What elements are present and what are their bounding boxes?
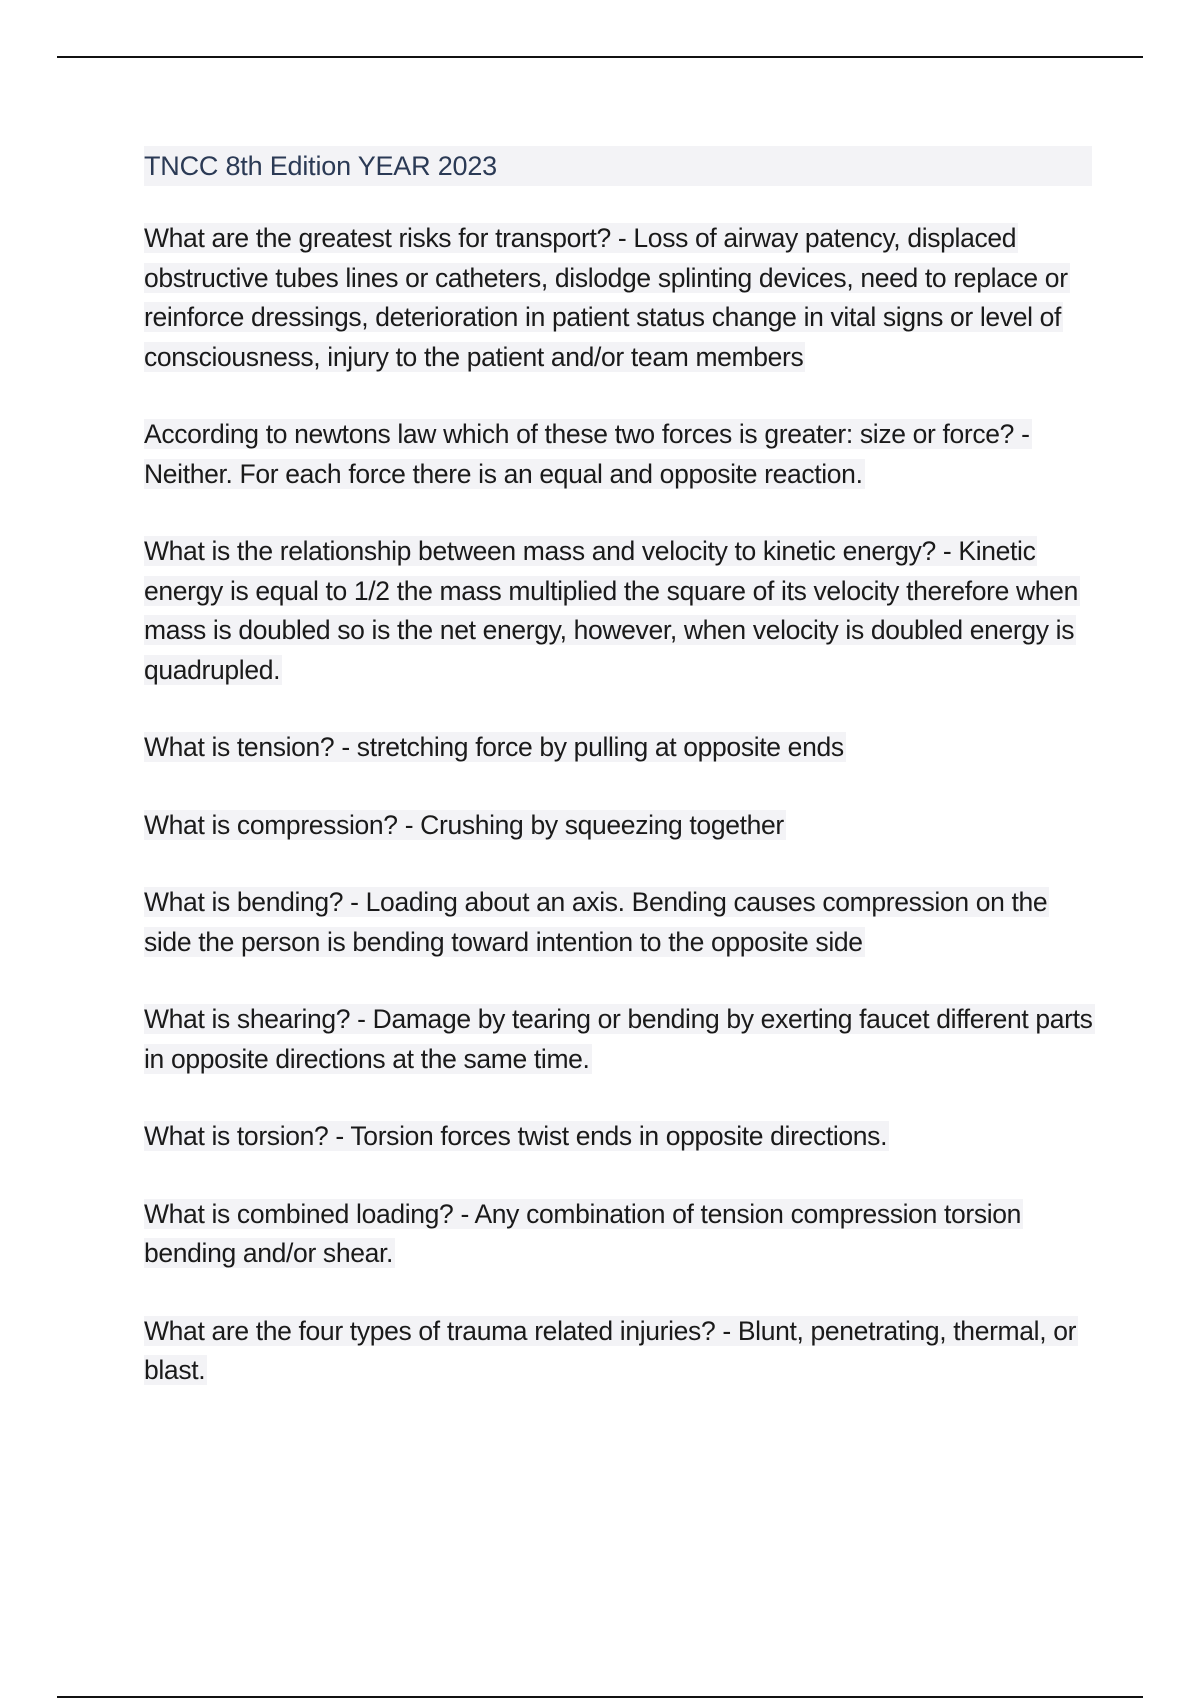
qa-item-text: What is shearing? - Damage by tearing or bending by exerting faucet different parts in opposite directions at the same time. xyxy=(144,1004,1093,1074)
document-body xyxy=(144,146,1094,1429)
qa-item xyxy=(144,1195,1094,1274)
qa-item xyxy=(144,219,1094,377)
bottom-rule xyxy=(57,1696,1143,1698)
qa-item-text: What is combined loading? - Any combination of tension compression torsion bending and/or shear. xyxy=(144,1198,1022,1268)
qa-item-text: What is the relationship between mass and velocity to kinetic energy? - Kinetic energy is equal to 1/2 the mass multiplied the square of its velocity therefore when mass is doubled so is the net energy, however, when velocity is doubled energy is quadrupled. xyxy=(144,536,1078,685)
qa-item xyxy=(144,1117,1094,1157)
qa-item-text: What is bending? - Loading about an axis. Bending causes compression on the side the person is bending toward intention to the opposite side xyxy=(144,887,1048,957)
qa-item-text: What are the four types of trauma related injuries? - Blunt, penetrating, thermal, or blast. xyxy=(144,1315,1077,1385)
qa-item-text: What are the greatest risks for transport? - Loss of airway patency, displaced obstructive tubes lines or catheters, dislodge splinting devices, need to replace or reinforce dressings, deterioration in patient status change in vital signs or level of consciousness, injury to the patient and/or team members xyxy=(144,223,1068,372)
top-rule xyxy=(57,56,1143,58)
document-title: TNCC 8th Edition YEAR 2023 xyxy=(144,150,497,181)
qa-item xyxy=(144,532,1094,690)
qa-item-text: What is tension? - stretching force by pulling at opposite ends xyxy=(144,732,844,762)
qa-item xyxy=(144,415,1094,494)
qa-item-text: What is compression? - Crushing by squeezing together xyxy=(144,809,784,840)
qa-item xyxy=(144,1312,1094,1391)
qa-item xyxy=(144,728,1094,768)
qa-item-text: According to newtons law which of these two forces is greater: size or force? - Neither. For each force there is an equal and opposite reaction. xyxy=(144,419,1030,489)
title-bar xyxy=(144,146,1092,186)
qa-item xyxy=(144,883,1094,962)
qa-item-text: What is torsion? - Torsion forces twist ends in opposite directions. xyxy=(144,1121,888,1151)
qa-item xyxy=(144,1000,1094,1079)
qa-item xyxy=(144,806,1094,846)
